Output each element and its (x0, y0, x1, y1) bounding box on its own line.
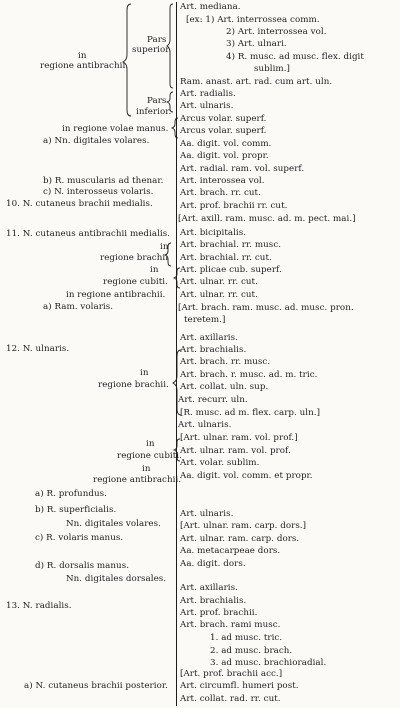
artery-line: Art. brachialis. (180, 596, 247, 606)
artery-line: [R. musc. ad m. flex. carp. uln.] (180, 408, 321, 418)
artery-line: sublim.] (254, 64, 290, 74)
artery-line: Art. brach. rami musc. (180, 620, 281, 630)
artery-line: [Art. prof. brachii acc.] (180, 669, 283, 679)
label-regione-brachii: regione brachii (100, 253, 169, 263)
artery-line: Aa. metacarpeae dors. (180, 546, 281, 556)
artery-line: Art. bicipitalis. (180, 228, 247, 238)
artery-line: Ram. anast. art. rad. cum art. uln. (180, 77, 333, 87)
artery-line: Art. ulnar. ram. carp. dors. (180, 534, 300, 544)
label-ram-volaris: a) Ram. volaris. (43, 302, 114, 312)
label-regione-brachii-2: regione brachii. (98, 380, 169, 390)
artery-line: Art. ulnar. rr. cut. (180, 290, 258, 300)
artery-line: Art. brach. rr. musc. (180, 357, 271, 367)
artery-line: Art. prof. brachii rr. cut. (180, 201, 288, 211)
brace-ulnaris-brachii (173, 350, 181, 415)
brace-regione-brachii (165, 243, 171, 266)
artery-line: Art. ulnar. rr. cut. (180, 277, 258, 287)
label-n10: 10. N. cutaneus brachii medialis. (6, 199, 153, 209)
artery-line: Art. brachial. rr. musc. (180, 240, 282, 250)
artery-line: Art. ulnar. ram. vol. prof. (180, 446, 291, 456)
brace-pars-inferior (167, 92, 173, 112)
label-in: in (78, 51, 87, 61)
artery-line: Art. circumfl. humeri post. (180, 681, 299, 691)
artery-line: 3. ad musc. brachioradial. (210, 658, 327, 668)
brace-ulnaris-cubiti (174, 439, 180, 461)
artery-line: Art. interossea vol. (180, 176, 265, 186)
artery-line: teretem.] (184, 315, 226, 325)
artery-line: 3) Art. ulnari. (226, 39, 287, 49)
artery-line: Art. brachial. rr. cut. (180, 253, 272, 263)
label-r-superficialis: b) R. superficialis. (35, 505, 117, 515)
label-in-2: in (160, 242, 169, 252)
label-in-3: in (150, 265, 159, 275)
artery-line: Arcus volar. superf. (180, 126, 267, 136)
artery-line: Art. volar. sublim. (180, 458, 260, 468)
label-r-muscularis-thenar: b) R. muscularis ad thenar. (43, 176, 164, 186)
artery-line: Aa. digit. dors. (180, 559, 246, 569)
label-regione-cubiti-2: regione cubiti. (117, 451, 182, 461)
artery-line: [Art. brach. ram. musc. ad. musc. pron. (178, 303, 354, 313)
brace-regione-cubiti (174, 268, 180, 288)
label-in-regione-antibrachii: in regione antibrachii. (66, 290, 166, 300)
artery-line: Art. axillaris. (180, 583, 238, 593)
artery-line: Art. plicae cub. superf. (180, 265, 282, 275)
artery-line: Arcus volar. superf. (180, 114, 267, 124)
label-n-cutaneus-brachii-post: a) N. cutaneus brachii posterior. (24, 681, 168, 691)
label-nn-digitales-volares-2: Nn. digitales volares. (66, 519, 161, 529)
label-r-profundus: a) R. profundus. (35, 489, 107, 499)
artery-line: [Art. axill. ram. musc. ad. m. pect. mai.] (178, 214, 356, 224)
label-in-5: in (146, 439, 155, 449)
label-r-volaris-manus: c) R. volaris manus. (35, 533, 124, 543)
artery-line: Art. brach. r. musc. ad. m. tric. (180, 370, 318, 380)
artery-line: [Art. ulnar. ram. carp. dors.] (180, 521, 307, 531)
artery-line: Art. radial. ram. vol. superf. (180, 164, 305, 174)
label-r-dorsalis-manus: d) R. dorsalis manus. (35, 561, 130, 571)
artery-line: Art. radialis. (180, 89, 236, 99)
artery-line: Aa. digit. vol. comm. (180, 139, 272, 149)
artery-line: Art. collat. uln. sup. (180, 382, 269, 392)
artery-line: [ex: 1) Art. interrossea comm. (186, 15, 320, 25)
artery-line: Aa. digit. vol. propr. (180, 151, 269, 161)
label-regione-antibrachii: regione antibrachii. (40, 61, 129, 71)
label-in-4: in (140, 368, 149, 378)
artery-line: 4) R. musc. ad musc. flex. digit (226, 52, 364, 62)
label-n12: 12. N. ulnaris. (6, 344, 70, 354)
label-pars-inferior: Pars (147, 96, 167, 106)
artery-line: 2. ad musc. brach. (210, 646, 293, 656)
artery-line: 2) Art. interrossea vol. (226, 27, 327, 37)
artery-line: Aa. digit. vol. comm. et propr. (180, 471, 313, 481)
label-nn-digitales-dorsales: Nn. digitales dorsales. (66, 574, 167, 584)
artery-line: Art. mediana. (180, 2, 241, 12)
artery-line: Art. ulnaris. (178, 420, 232, 430)
artery-line: 1. ad musc. tric. (210, 633, 283, 643)
artery-line: Art. ulnaris. (180, 509, 234, 519)
artery-line: Art. brachialis. (180, 345, 247, 355)
brace-antibrachii (123, 4, 131, 116)
artery-line: [Art. ulnar. ram. vol. prof.] (180, 433, 298, 443)
artery-line: Art. recurr. uln. (178, 395, 248, 405)
label-pars-superior: Pars (147, 35, 167, 45)
label-n13: 13. N. radialis. (6, 601, 72, 611)
artery-line: Art. brach. rr. cut. (180, 188, 261, 198)
artery-line: Art. collat. rad. rr. cut. (180, 694, 281, 704)
label-n-interosseus-volaris: c) N. interosseus volaris. (43, 187, 154, 197)
label-inferior: inferior. (136, 107, 172, 117)
brace-regione-volae (172, 118, 178, 138)
artery-line: Art. prof. brachii. (180, 608, 258, 618)
label-regione-volae: in regione volae manus. (62, 124, 169, 134)
artery-line: Art. ulnaris. (180, 101, 234, 111)
label-regione-cubiti: regione cubiti. (103, 277, 168, 287)
brace-pars-superior (167, 4, 173, 88)
label-nn-digitales-volares: a) Nn. digitales volares. (43, 136, 150, 146)
artery-line: Art. axillaris. (180, 333, 238, 343)
label-n11: 11. N. cutaneus antibrachii medialis. (6, 229, 171, 239)
label-in-6: in (142, 464, 151, 474)
label-regione-antibrachii-2: regione antibrachii. (93, 475, 182, 485)
label-superior: superior. (132, 45, 172, 55)
